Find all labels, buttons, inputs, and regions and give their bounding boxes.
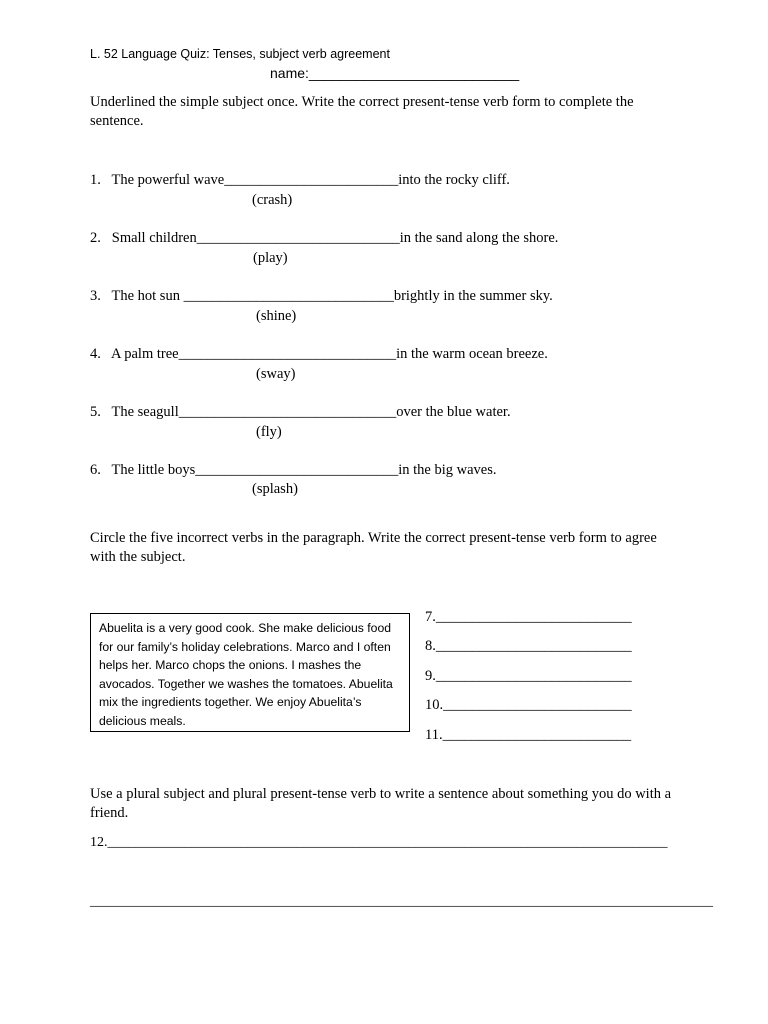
question-2: 2. Small children____________________________in the sand along the shore. <box>90 230 559 246</box>
answer-line-13: _________________________________________________________________________________________ <box>90 894 713 909</box>
answer-line-10: 10.__________________________ <box>425 697 632 713</box>
quiz-title: L. 52 Language Quiz: Tenses, subject verb agreement <box>90 47 390 61</box>
section1-instructions: Underlined the simple subject once. Write the correct present-tense verb form to complete the sentence. <box>90 94 634 129</box>
question-4-hint: (sway) <box>256 366 296 382</box>
question-5: 5. The seagull______________________________over the blue water. <box>90 404 511 420</box>
answer-line-7: 7.___________________________ <box>425 609 632 625</box>
question-6-hint: (splash) <box>252 481 298 497</box>
question-1-hint: (crash) <box>252 192 293 208</box>
answer-line-11: 11.__________________________ <box>425 727 632 743</box>
answer-line-8: 8.___________________________ <box>425 638 632 654</box>
question-6: 6. The little boys____________________________in the big waves. <box>90 462 497 478</box>
section2-instructions: Circle the five incorrect verbs in the paragraph. Write the correct present-tense verb form to agree with the subject. <box>90 530 657 565</box>
question-1: 1. The powerful wave________________________into the rocky cliff. <box>90 172 510 188</box>
question-4: 4. A palm tree______________________________in the warm ocean breeze. <box>90 346 548 362</box>
question-3-hint: (shine) <box>256 308 297 324</box>
name-field-line: name:___________________________ <box>270 65 520 81</box>
question-5-hint: (fly) <box>256 424 282 440</box>
paragraph-box: Abuelita is a very good cook. She make delicious food for our family’s holiday celebrations. Marco and I often helps her. Marco chops the onions. I mashes the avocados. Together we washes the tomatoes. Abuelita mix the ingredients together. We enjoy Abuelita’s delicious meals. <box>90 613 410 732</box>
answer-line-12: 12.________________________________________________________________________________ <box>90 835 668 850</box>
question-2-hint: (play) <box>253 250 288 266</box>
question-3: 3. The hot sun _____________________________brightly in the summer sky. <box>90 288 553 304</box>
answer-line-9: 9.___________________________ <box>425 668 632 684</box>
section3-instructions: Use a plural subject and plural present-tense verb to write a sentence about something you do with a friend. <box>90 786 672 821</box>
